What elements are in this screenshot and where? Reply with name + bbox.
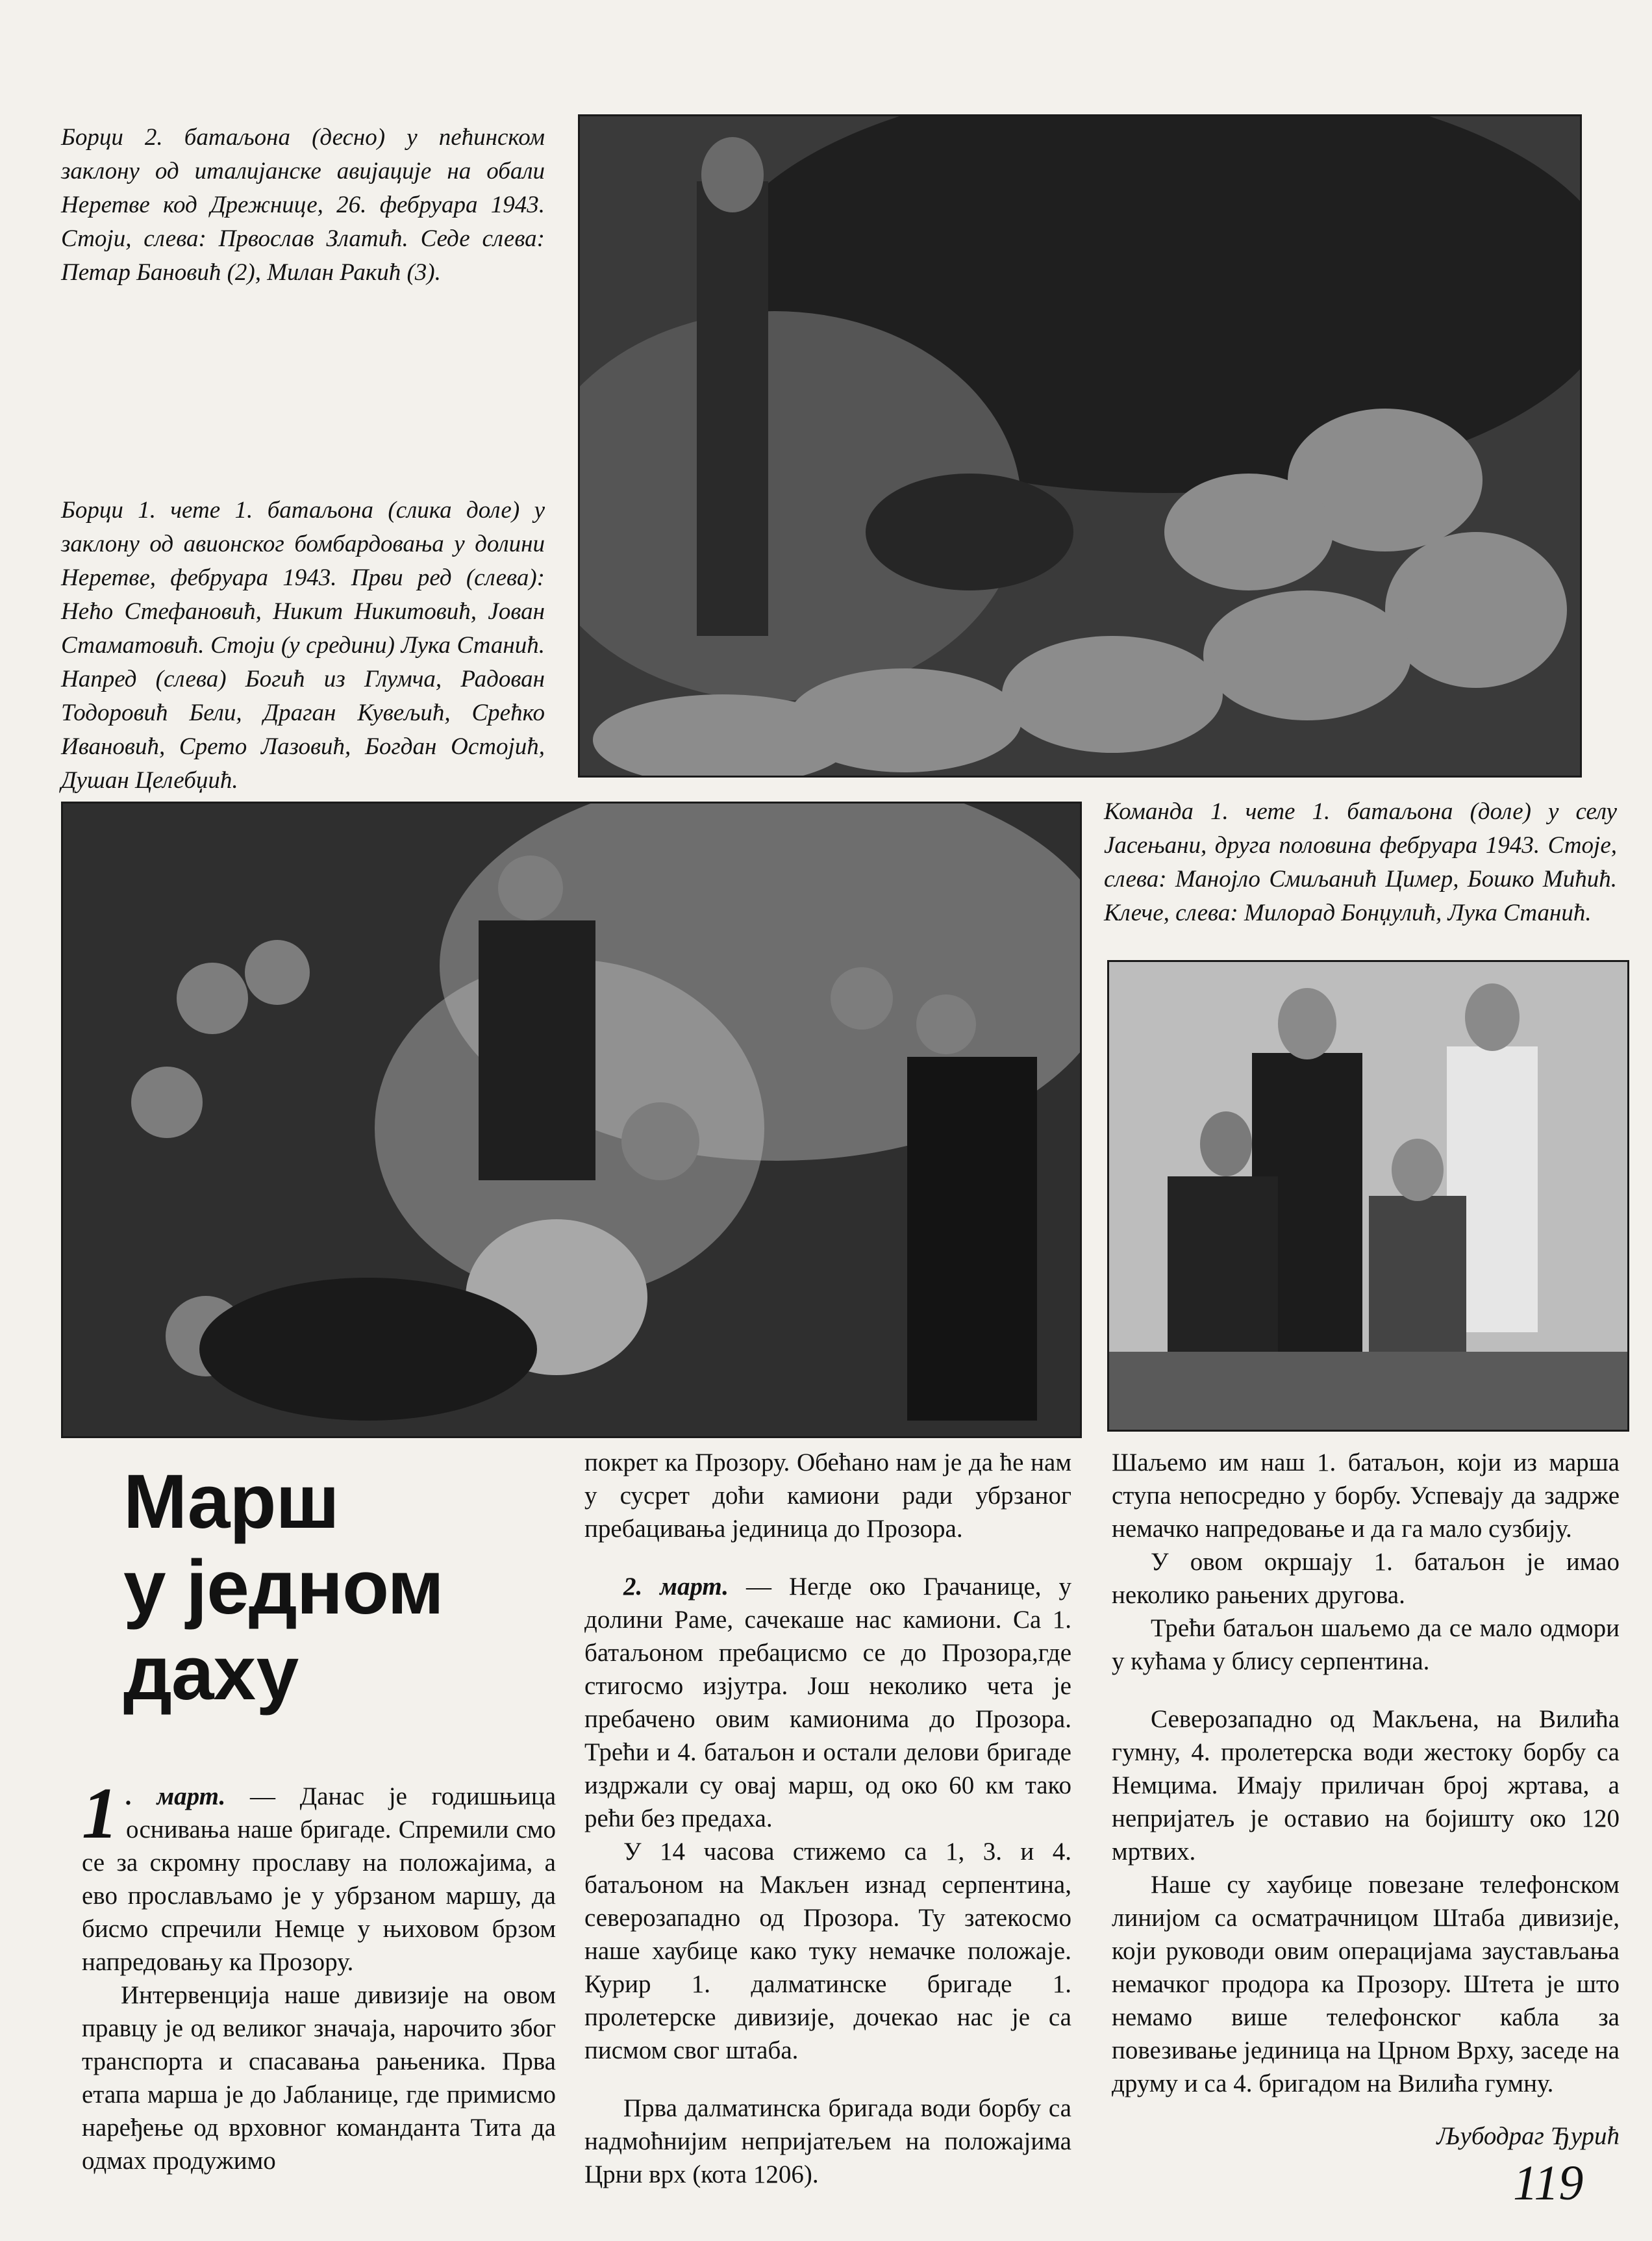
paragraph-third-battalion: Трећи батаљон шаљемо да се мало одмори у кућама у блису серпентина.	[1112, 1614, 1620, 1675]
paragraph-intervention: Интервенција наше дивизије на овом правцу је од великог значаја, нарочито због транспорта и спасавања рањеника. Прва етапа марша је до Јабланице, где примисмо наређење од врховног команданта Тита да одмах продужимо	[82, 1981, 556, 2175]
caption-company-command-photo: Команда 1. чете 1. батаљона (доле) у селу Јасењани, друга половина фебруара 1943. Стоје, слева: Манојло Смиљанић Цимер, Бошко Мићић. Клече, слева: Милорад Бонџулић, Лука Станић.	[1104, 798, 1617, 926]
photo-first-company	[61, 802, 1082, 1438]
title-line-1: Марш	[123, 1459, 339, 1545]
article-column-3	[1112, 1446, 1620, 2153]
date-march-2: 2. март.	[623, 1573, 729, 1601]
article-title	[123, 1459, 545, 1716]
paragraph-first-battalion: Шаљемо им наш 1. батаљон, који из марша ступа непосредно у борбу. Успевају да задрже немачко напредовање и да га мало сузбију.	[1112, 1449, 1620, 1543]
paragraph-dalmatian-brigade: Прва далматинска бригада води борбу са надмоћнијим непријатељем на положајима Црни врх (кота 1206).	[584, 2094, 1071, 2188]
title-line-3: даху	[123, 1630, 299, 1716]
paragraph-march-1	[82, 1773, 557, 1979]
paragraph-howitzers: Наше су хаубице повезане телефонском линијом са осматрачницом Штаба дивизије, који руководи овим операцијама заустављања немачког продора ка Прозору. Штета је што немамо више телефонског кабла за повезивање јединица на Црном Врху, заседе на друму и са 4. бригадом на Вилића гумну.	[1112, 1871, 1620, 2097]
date-march-1: . март.	[126, 1782, 226, 1810]
author-signature: Љубодраг Ђурић	[1436, 2122, 1620, 2150]
paragraph-maklen: У 14 часова стижемо са 1, 3. и 4. батаљоном на Макљен изнад серпентина, северозападно од Прозора. Ту затекосмо наше хаубице како туку немачке положаје. Курир 1. далматинске бригаде 1. пролетерске дивизије, дочекао нас је са писмом свог штаба.	[584, 1838, 1071, 2064]
paragraph-wounded: У овом окршају 1. батаљон је имао неколико рањених другова.	[1112, 1548, 1620, 1609]
photo-first-company-graphic	[63, 804, 1080, 1436]
article-column-1	[82, 1773, 557, 2177]
paragraph-vilica-gumno: Северозападно од Макљена, на Вилића гумну, 4. пролетерска води жестоку борбу са Немцима. Имају приличан број жртава, а непријатељ је оставио на бојишту око 120 мртвих.	[1112, 1705, 1620, 1866]
article-column-2	[584, 1446, 1071, 2191]
photo-company-command	[1107, 960, 1629, 1432]
photo-company-command-graphic	[1109, 962, 1627, 1430]
caption-first-company-photo: Борци 1. чете 1. батаљона (слика доле) у заклону од авионског бомбардовања у долини Неретве, фебруара 1943. Први ред (слева): Нећо Стефановић, Никит Никитовић, Јован Стаматовић. Стоји (у средини) Лука Станић. Напред (слева) Богић из Глумча, Радован Тодоровић Бели, Драган Кувељић, Срећко Ивановић, Срето Лазовић, Богдан Остојић, Душан Целебџић.	[61, 497, 545, 794]
photo-cave-shelter-graphic	[580, 116, 1580, 776]
paragraph-text: — Негде око Грачанице, у долини Раме, сачекаше нас камиони. Са 1. батаљоном пребацисмо се до Прозора,где стигосмо изјутра. Још неколико чета је пребачено овим камионима до Прозора. Трећи и 4. батаљон и остали делови бригаде издржали су овај марш, од око 60 км тако рећи без предаха.	[584, 1573, 1071, 1832]
paragraph-text: — Данас је годишњица оснивања наше бригаде. Спремили смо се за скромну прославу на положајима, а ево прослављамо је у убрзаном маршу, да бисмо спречили Немце у њиховом брзом напредовању ка Прозору.	[82, 1782, 557, 1976]
page-number: 119	[1513, 2156, 1584, 2210]
title-line-2: у једном	[123, 1545, 444, 1630]
photo-cave-shelter	[578, 114, 1582, 778]
caption-cave-photo: Борци 2. батаљона (десно) у пећинском заклону од италијанске авијације на обали Неретве код Дрежнице, 26. фебруара 1943. Стоји, слева: Првослав Златић. Седе слева: Петар Бановић (2), Милан Ракић (3).	[61, 124, 545, 286]
paragraph-march-2	[584, 1570, 1071, 1835]
drop-cap: 1	[82, 1773, 118, 1854]
paragraph-prozor-movement: покрет ка Прозору. Обећано нам је да ће нам у сусрет доћи камиони ради убрзаног пребацивања јединица до Прозора.	[584, 1449, 1071, 1543]
